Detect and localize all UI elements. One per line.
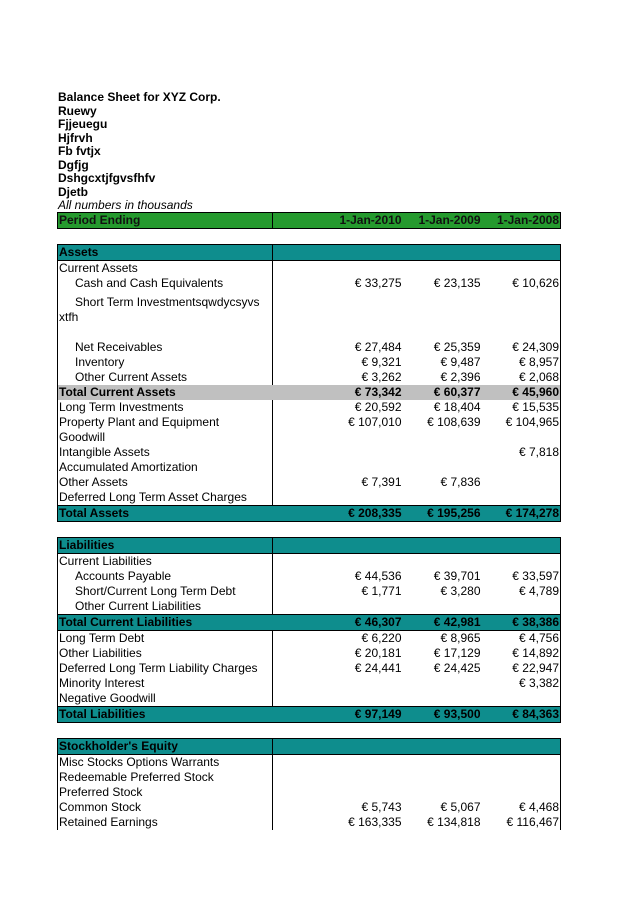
cell-value: € 24,425: [433, 661, 481, 675]
section-title: Stockholder's Equity: [58, 739, 273, 755]
section-header-liabilities: [58, 538, 561, 554]
header-line: Hjfrvh: [58, 130, 93, 145]
cell-value: € 5,067: [440, 800, 481, 814]
row-label: Preferred Stock: [58, 785, 273, 800]
table-row: [58, 445, 561, 460]
header-line: Fb fvtjx: [58, 144, 101, 158]
table-row: [58, 460, 561, 475]
row-label: Long Term Investments: [58, 400, 273, 415]
cell-value: € 7,818: [482, 445, 561, 460]
total-current-assets-row: [58, 385, 561, 400]
row-label: Redeemable Preferred Stock: [58, 770, 273, 785]
header-line: Ruewy: [58, 103, 97, 118]
cell-value: € 9,487: [440, 355, 481, 369]
total-assets-row: [58, 506, 561, 522]
table-row: [58, 800, 561, 815]
table-row: [58, 661, 561, 676]
row-label: Deferred Long Term Asset Charges: [58, 490, 273, 506]
row-label: Inventory: [58, 355, 273, 370]
cell-value: € 7,836: [440, 475, 481, 489]
row-label: Misc Stocks Options Warrants: [58, 755, 273, 771]
cell-value: € 45,960: [482, 385, 561, 400]
total-liabilities-row: [58, 707, 561, 723]
table-row: [58, 770, 561, 785]
row-label: Total Liabilities: [58, 707, 273, 723]
cell-value: € 27,484: [354, 340, 402, 354]
table-row: [58, 815, 561, 830]
cell-value: € 7,391: [361, 475, 402, 489]
table-row: [58, 584, 561, 599]
table-row: [58, 430, 561, 445]
row-label: Short Term Investmentsqwdycsyvs: [58, 291, 273, 310]
cell-value: € 23,135: [433, 276, 481, 290]
table-row: [58, 599, 561, 615]
cell-value: € 5,743: [361, 800, 402, 814]
cell-value: [273, 676, 403, 691]
balance-sheet-table: [57, 212, 561, 830]
table-row: [58, 646, 561, 661]
section-title: Liabilities: [58, 538, 273, 554]
header-line: Dgfjg: [58, 157, 89, 172]
section-header-equity: [58, 739, 561, 755]
table-row: [58, 291, 561, 310]
row-label: Deferred Long Term Liability Charges: [58, 661, 273, 676]
cell-value: € 17,129: [433, 646, 481, 660]
row-label: Net Receivables: [58, 340, 273, 355]
period-label: Period Ending: [58, 213, 273, 229]
row-label: Intangible Assets: [58, 445, 273, 460]
cell-value: € 33,275: [354, 276, 402, 290]
cell-value: € 20,181: [354, 646, 402, 660]
cell-value: [273, 445, 403, 460]
table-row: [58, 310, 561, 325]
cell-value: € 22,947: [482, 661, 561, 676]
row-label: Goodwill: [58, 430, 273, 445]
row-label: Short/Current Long Term Debt: [58, 584, 273, 599]
cell-value: € 2,396: [440, 370, 481, 384]
table-row: [58, 370, 561, 385]
total-current-liabilities-row: [58, 615, 561, 631]
units-note: All numbers in thousands: [58, 198, 193, 212]
row-label: Minority Interest: [58, 676, 273, 691]
row-label: Common Stock: [58, 800, 273, 815]
table-row: [58, 755, 561, 771]
period-date: 1-Jan-2008: [482, 213, 561, 229]
cell-value: € 3,262: [361, 370, 402, 384]
table-row: [58, 400, 561, 415]
cell-value: € 42,981: [403, 615, 482, 631]
table-row: [58, 554, 561, 570]
cell-value: € 2,068: [482, 370, 561, 385]
table-row: [58, 340, 561, 355]
cell-value: € 1,771: [361, 584, 402, 598]
table-row: [58, 691, 561, 707]
row-label: Accounts Payable: [58, 569, 273, 584]
cell-value: € 60,377: [403, 385, 482, 400]
cell-value: € 46,307: [273, 615, 403, 631]
row-label: Retained Earnings: [58, 815, 273, 830]
cell-value: € 10,626: [482, 276, 561, 291]
row-label: Cash and Cash Equivalents: [58, 276, 273, 291]
section-header-assets: [58, 245, 561, 261]
table-row: [58, 355, 561, 370]
row-label: Other Liabilities: [58, 646, 273, 661]
subsection-title: Current Liabilities: [58, 554, 273, 570]
cell-value: € 116,467: [482, 815, 561, 830]
cell-value: [403, 445, 482, 460]
row-label: Property Plant and Equipment: [58, 415, 273, 430]
table-row: [58, 415, 561, 430]
cell-value: € 20,592: [354, 400, 402, 414]
row-label: Total Current Liabilities: [58, 615, 273, 631]
cell-value: € 8,957: [482, 355, 561, 370]
cell-value: € 84,363: [482, 707, 561, 723]
cell-value: € 38,386: [482, 615, 561, 631]
cell-value: € 14,892: [482, 646, 561, 661]
cell-value: [403, 676, 482, 691]
cell-value: € 33,597: [482, 569, 561, 584]
row-label: Negative Goodwill: [58, 691, 273, 707]
table-row: [58, 490, 561, 506]
period-date: 1-Jan-2009: [403, 213, 482, 229]
row-label: Long Term Debt: [58, 631, 273, 647]
cell-value: € 195,256: [403, 506, 482, 522]
cell-value: € 73,342: [273, 385, 403, 400]
cell-value: € 97,149: [273, 707, 403, 723]
cell-value: € 4,789: [482, 584, 561, 599]
table-row: [58, 276, 561, 291]
cell-value: € 9,321: [361, 355, 402, 369]
cell-value: € 6,220: [361, 631, 402, 645]
row-label: Total Assets: [58, 506, 273, 522]
cell-value: € 107,010: [348, 415, 402, 429]
row-label-wrap: xtfh: [58, 310, 273, 325]
row-label: Total Current Assets: [58, 385, 273, 400]
cell-value: € 93,500: [403, 707, 482, 723]
cell-value: € 3,280: [440, 584, 481, 598]
header-line: Fjjeuegu: [58, 117, 108, 131]
cell-value: € 39,701: [433, 569, 481, 583]
cell-value: € 104,965: [482, 415, 561, 430]
period-date: 1-Jan-2010: [273, 213, 403, 229]
table-row: [58, 569, 561, 584]
cell-value: € 44,536: [354, 569, 402, 583]
subsection-title: Current Assets: [58, 261, 273, 277]
row-label: Other Current Liabilities: [58, 599, 273, 615]
cell-value: € 18,404: [433, 400, 481, 414]
cell-value: € 163,335: [348, 815, 402, 829]
cell-value: € 208,335: [273, 506, 403, 522]
cell-value: € 24,309: [482, 340, 561, 355]
cell-value: € 134,818: [427, 815, 481, 829]
table-row: [58, 475, 561, 490]
cell-value: € 174,278: [482, 506, 561, 522]
sheet-header: [58, 91, 221, 213]
cell-value: € 24,441: [354, 661, 402, 675]
cell-value: € 108,639: [427, 415, 481, 429]
table-row: [58, 785, 561, 800]
header-line: Dshgcxtjfgvsfhfv: [58, 171, 156, 185]
sheet-title: Balance Sheet for XYZ Corp.: [58, 90, 221, 104]
section-title: Assets: [58, 245, 273, 261]
header-line: Djetb: [58, 184, 88, 199]
table-row: [58, 676, 561, 691]
row-label: Other Assets: [58, 475, 273, 490]
row-label: Other Current Assets: [58, 370, 273, 385]
cell-value: € 8,965: [440, 631, 481, 645]
period-row: [58, 213, 561, 229]
cell-value: € 4,756: [482, 631, 561, 647]
cell-value: € 3,382: [482, 676, 561, 691]
table-row: [58, 261, 561, 277]
cell-value: € 4,468: [482, 800, 561, 815]
cell-value: [482, 475, 561, 490]
table-row: [58, 631, 561, 647]
cell-value: € 15,535: [482, 400, 561, 415]
row-label: Accumulated Amortization: [58, 460, 273, 475]
cell-value: € 25,359: [433, 340, 481, 354]
